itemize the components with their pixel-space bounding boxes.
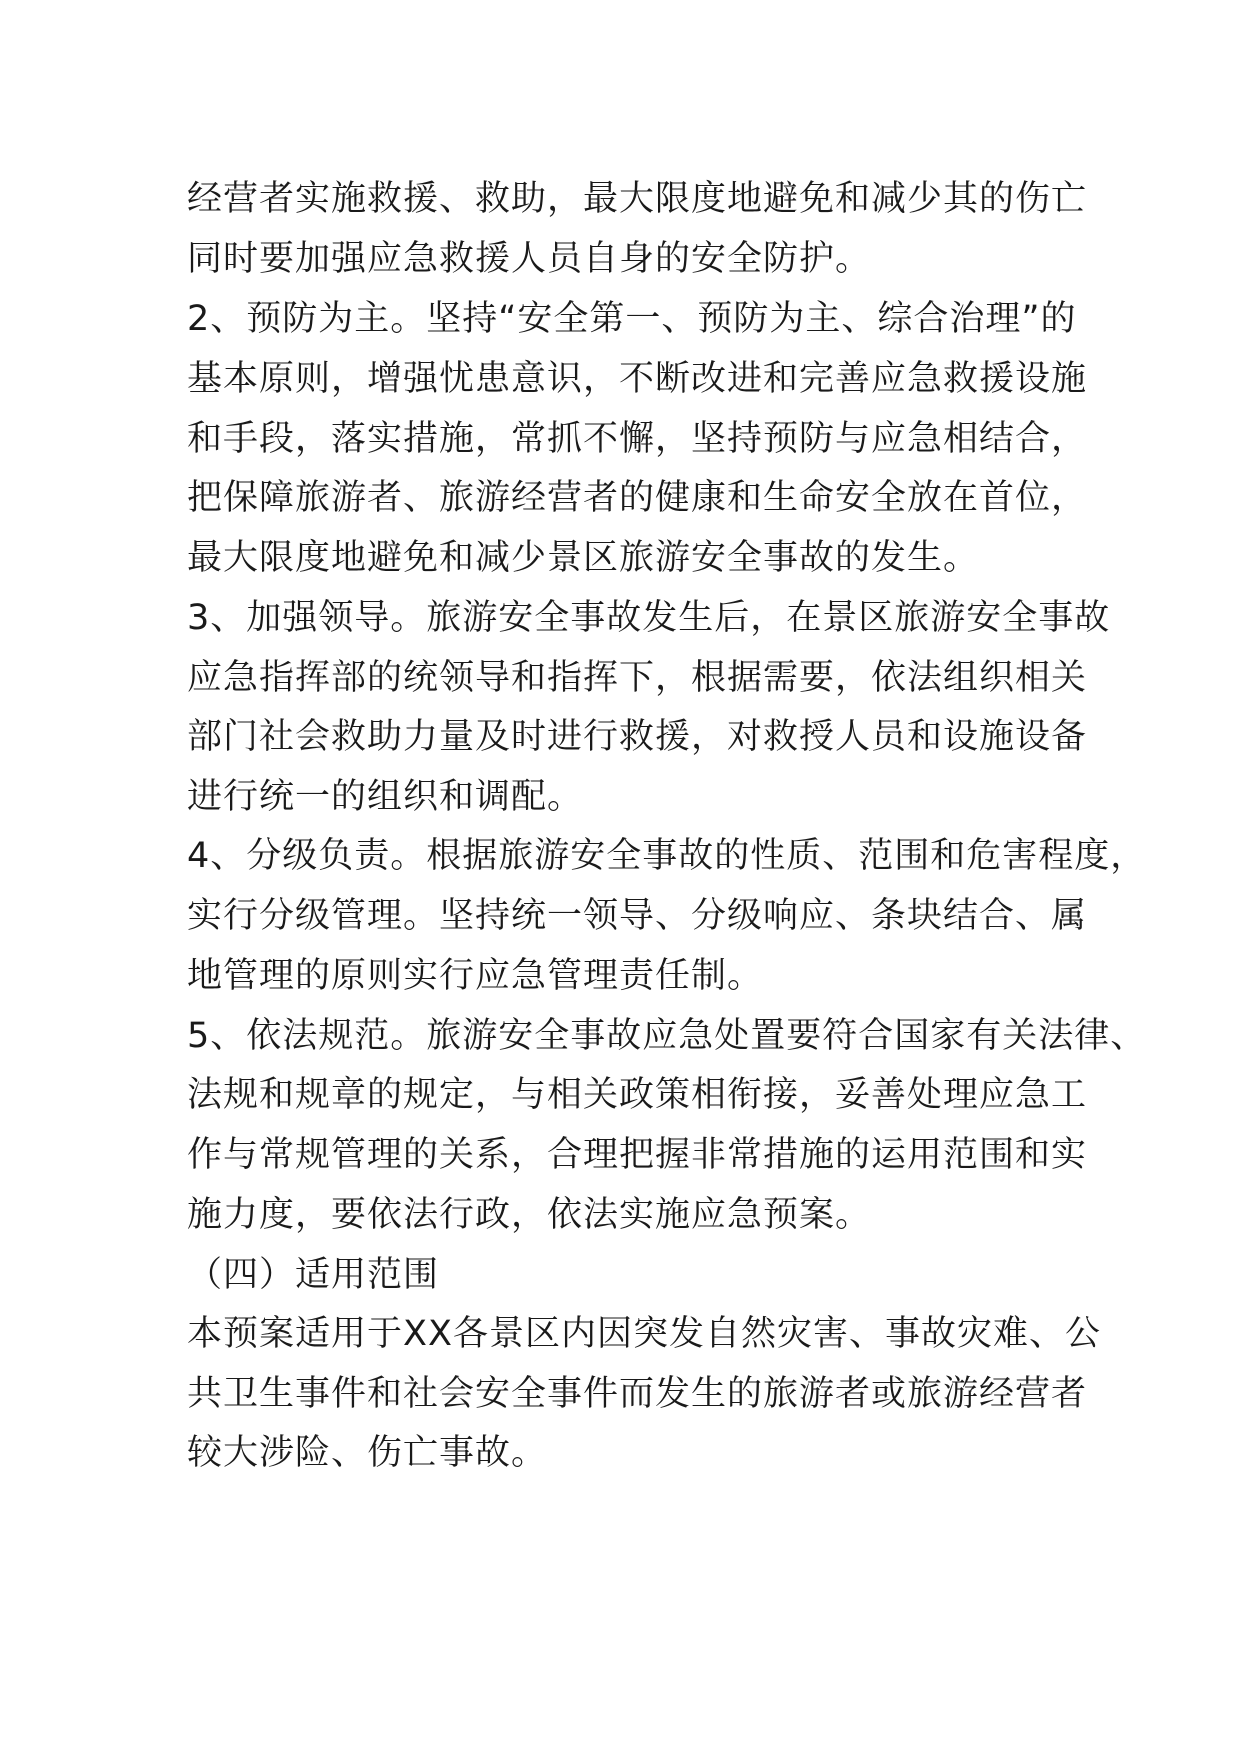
text-line: 较大涉险、伤亡事故。: [187, 1433, 548, 1473]
text-line: 进行统一的组织和调配。: [187, 777, 584, 817]
text-line: 应急指挥部的统领导和指挥下，根据需要，依法组织相关: [187, 658, 1088, 698]
text-line: 法规和规章的规定，与相关政策相衔接，妥善处理应急工: [187, 1075, 1088, 1115]
text-line: 2、预防为主。坚持“安全第一、预防为主、综合治理”的: [187, 299, 1077, 339]
text-line: 同时要加强应急救援人员自身的安全防护。: [187, 239, 872, 279]
text-line: 和手段，落实措施，常抓不懈，坚持预防与应急相结合，: [187, 419, 1088, 459]
text-line: 5、依法规范。旅游安全事故应急处置要符合国家有关法律、: [187, 1016, 1147, 1056]
text-line: 施力度，要依法行政，依法实施应急预案。: [187, 1195, 872, 1235]
text-line: 3、加强领导。旅游安全事故发生后，在景区旅游安全事故: [187, 598, 1111, 638]
section-heading: （四）适用范围: [187, 1255, 440, 1295]
text-line: 把保障旅游者、旅游经营者的健康和生命安全放在首位，: [187, 478, 1088, 518]
text-line: 经营者实施救援、救助，最大限度地避免和减少其的伤亡: [187, 179, 1088, 219]
text-line: 作与常规管理的关系，合理把握非常措施的运用范围和实: [187, 1135, 1088, 1175]
text-line: 共卫生事件和社会安全事件而发生的旅游者或旅游经营者: [187, 1374, 1088, 1414]
text-line: 地管理的原则实行应急管理责任制。: [187, 956, 764, 996]
text-line: 实行分级管理。坚持统一领导、分级响应、条块结合、属: [187, 896, 1088, 936]
text-line: 最大限度地避免和减少景区旅游安全事故的发生。: [187, 538, 980, 578]
text-line: 4、分级负责。根据旅游安全事故的性质、范围和危害程度，: [187, 836, 1147, 876]
text-line: 部门社会救助力量及时进行救援，对救授人员和设施设备: [187, 717, 1088, 757]
text-line: 本预案适用于XX各景区内因突发自然灾害、事故灾难、公: [187, 1314, 1101, 1354]
text-line: 基本原则，增强忧患意识，不断改进和完善应急救援设施: [187, 359, 1088, 399]
